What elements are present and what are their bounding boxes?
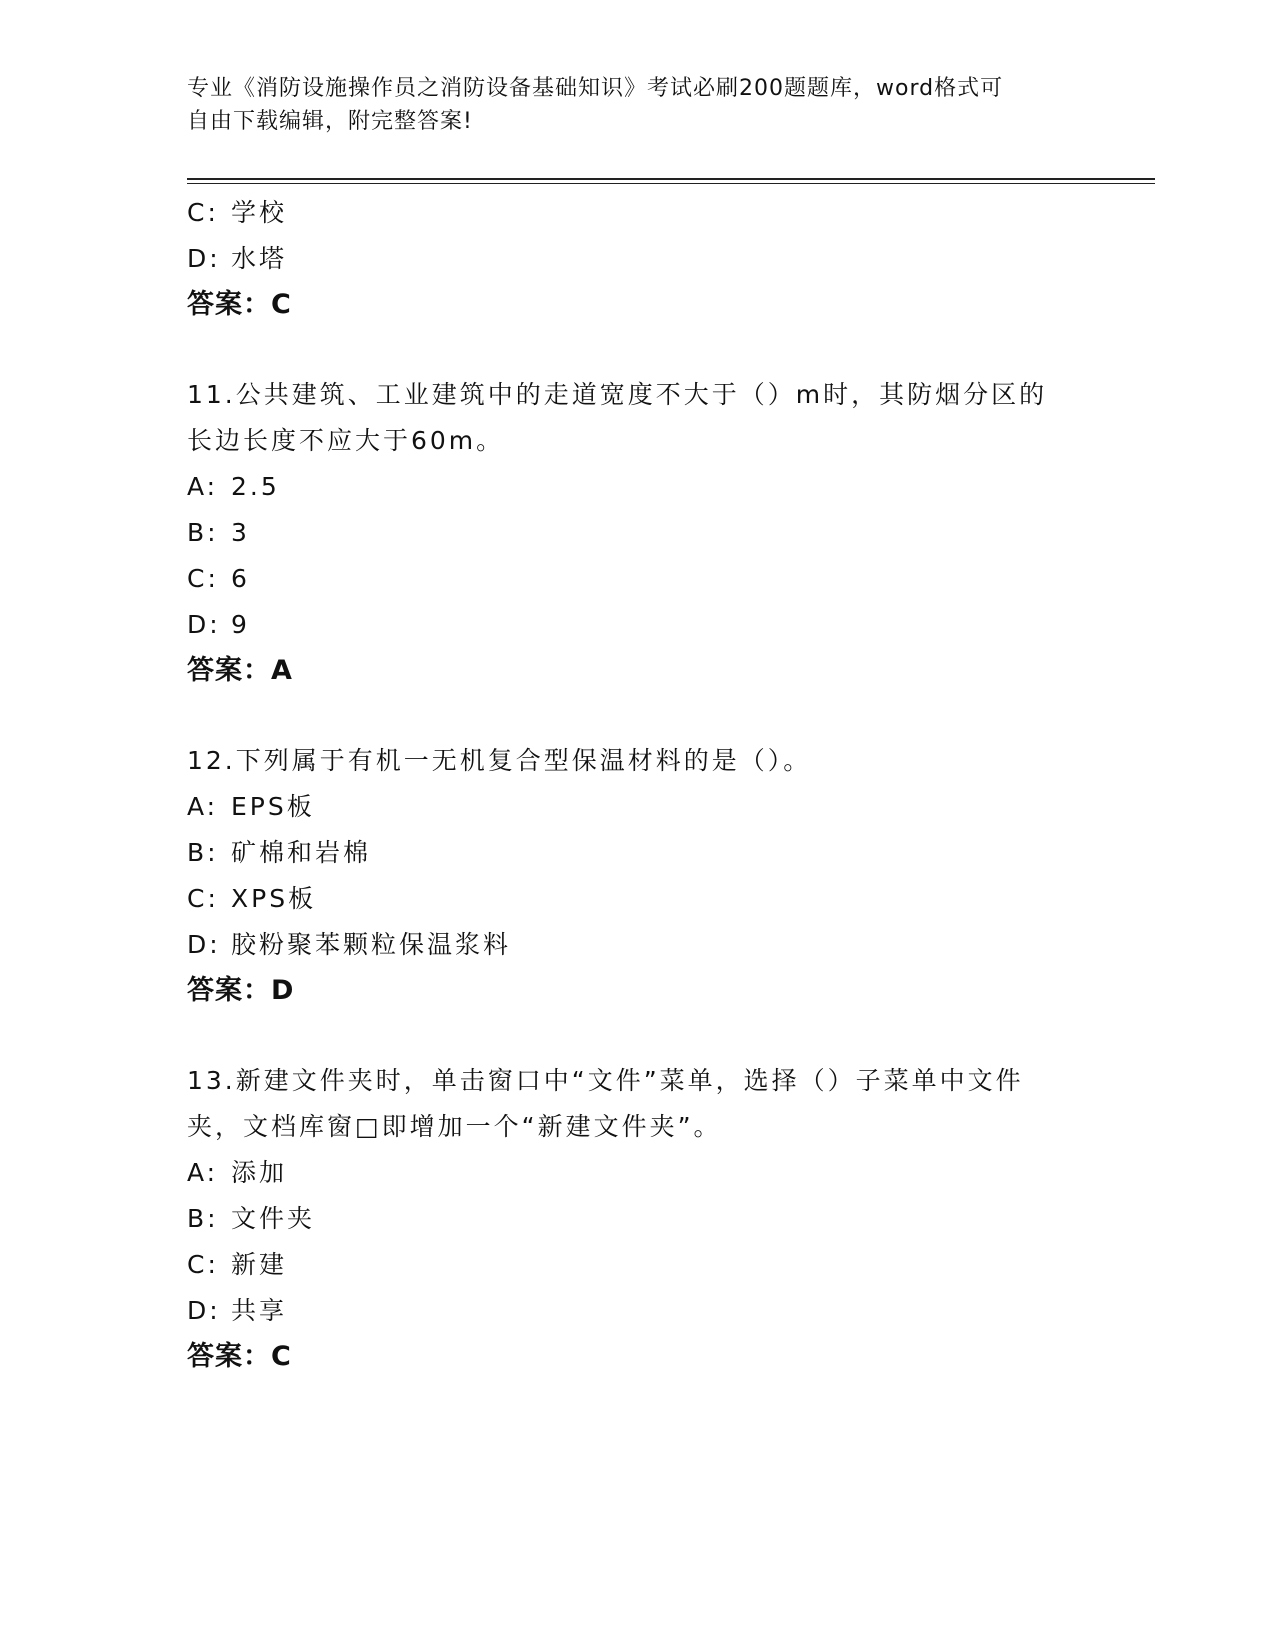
option-d <box>187 1288 1087 1334</box>
option-label: A: <box>187 472 219 501</box>
option-text: XPS板 <box>231 884 317 913</box>
option-text: 胶粉聚苯颗粒保温浆料 <box>231 930 512 959</box>
header-divider-thin <box>187 183 1155 184</box>
option-text: 学校 <box>231 198 288 227</box>
option-label: B: <box>187 838 219 867</box>
option-a <box>187 1150 1087 1196</box>
option-c <box>187 190 1087 236</box>
option-d <box>187 602 1087 648</box>
option-label: D: <box>187 244 221 273</box>
question-11 <box>187 372 1087 694</box>
option-label: C: <box>187 564 219 593</box>
option-label: C: <box>187 884 219 913</box>
option-text: 文件夹 <box>231 1204 316 1233</box>
question-13 <box>187 1058 1087 1380</box>
option-text: 3 <box>231 518 250 547</box>
question-stem-line-2: 长边长度不应大于60m。 <box>187 426 505 455</box>
option-c <box>187 876 1087 922</box>
answer-line: 答案：D <box>187 975 295 1006</box>
option-label: D: <box>187 930 221 959</box>
option-b <box>187 830 1087 876</box>
option-label: D: <box>187 1296 221 1325</box>
header-line-1: 专业《消防设施操作员之消防设备基础知识》考试必刷200题题库，word格式可 <box>187 76 1004 101</box>
option-label: B: <box>187 518 219 547</box>
option-label: C: <box>187 198 219 227</box>
prev-question-tail <box>187 190 1087 328</box>
question-stem-line-1: 13.新建文件夹时，单击窗口中“文件”菜单，选择（）子菜单中文件 <box>187 1066 1024 1095</box>
option-text: EPS板 <box>231 792 315 821</box>
question-list <box>187 190 1087 1380</box>
option-label: D: <box>187 610 221 639</box>
option-text: 6 <box>231 564 250 593</box>
option-a <box>187 464 1087 510</box>
answer-line: 答案：C <box>187 289 292 320</box>
option-label: A: <box>187 792 219 821</box>
option-b <box>187 1196 1087 1242</box>
option-b <box>187 510 1087 556</box>
option-c <box>187 556 1087 602</box>
option-a <box>187 784 1087 830</box>
question-stem-line-2: 夹，文档库窗□即增加一个“新建文件夹”。 <box>187 1112 722 1141</box>
option-text: 添加 <box>231 1158 288 1187</box>
option-text: 矿棉和岩棉 <box>231 838 372 867</box>
option-label: A: <box>187 1158 219 1187</box>
header-line-2: 自由下载编辑，附完整答案! <box>187 109 473 134</box>
question-12 <box>187 738 1087 1014</box>
question-stem-line-1: 11.公共建筑、工业建筑中的走道宽度不大于（）m时，其防烟分区的 <box>187 380 1048 409</box>
option-text: 新建 <box>231 1250 288 1279</box>
document-header <box>187 72 1067 138</box>
option-c <box>187 1242 1087 1288</box>
option-text: 水塔 <box>231 244 288 273</box>
option-d <box>187 922 1087 968</box>
header-divider-thick <box>187 178 1155 180</box>
option-text: 9 <box>231 610 250 639</box>
option-label: B: <box>187 1204 219 1233</box>
option-text: 共享 <box>231 1296 288 1325</box>
option-label: C: <box>187 1250 219 1279</box>
answer-line: 答案：C <box>187 1341 292 1372</box>
question-stem-line-1: 12.下列属于有机一无机复合型保温材料的是（）。 <box>187 746 812 775</box>
option-d <box>187 236 1087 282</box>
answer-line: 答案：A <box>187 655 293 686</box>
option-text: 2.5 <box>231 472 280 501</box>
